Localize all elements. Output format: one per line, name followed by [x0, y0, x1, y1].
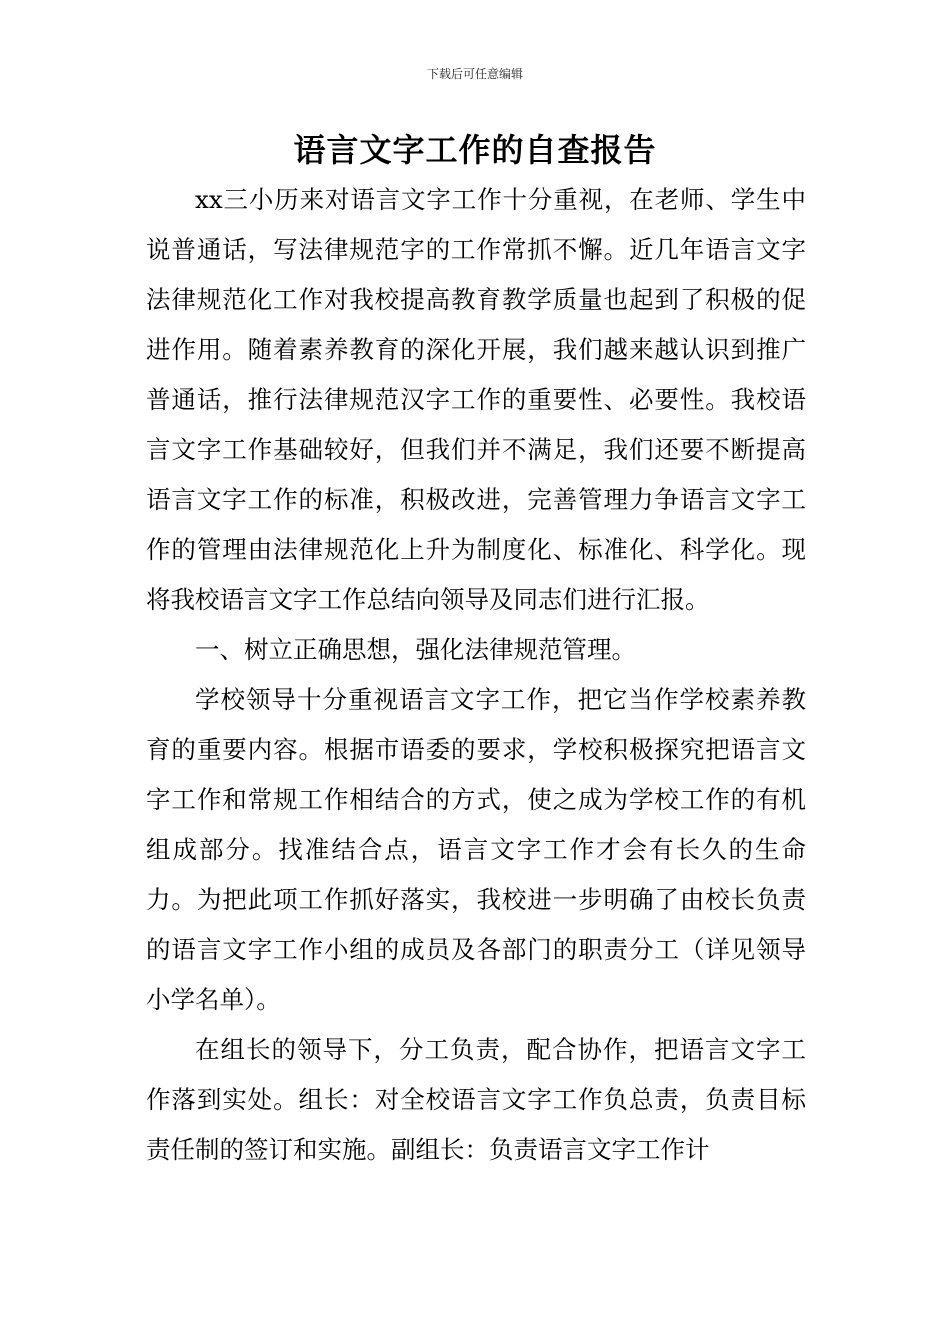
- document-title: 语言文字工作的自查报告: [293, 131, 657, 169]
- section-heading-1: 一、树立正确思想，强化法律规范管理。: [195, 635, 636, 664]
- paragraph-intro: xx三小历来对语言文字工作十分重视，在老师、学生中说普通话，写法律规范字的工作常抓不懈。近几年语言文字法律规范化工作对我校提高教育教学质量也起到了积极的促进作用。随着素养教育的深化开展，我们越来越认识到推广普通话，推行法律规范汉字工作的重要性、必要性。我校语言文字工作基础较好，但我们并不满足，我们还要不断提高语言文字工作的标准，积极改进，完善管理力争语言文字工作的管理由法律规范化上升为制度化、标准化、科学化。现将我校语言文字工作总结向领导及同志们进行汇报。: [146, 185, 806, 614]
- header-note: 下载后可任意编辑: [426, 67, 523, 81]
- document-body: [146, 175, 806, 1175]
- paragraph-division-of-labor: 在组长的领导下，分工负责，配合协作，把语言文字工作落到实处。组长：对全校语言文字工作负总责，负责目标责任制的签订和实施。副组长：负责语言文字工作计: [146, 1035, 806, 1164]
- paragraph-leadership: 学校领导十分重视语言文字工作，把它当作学校素养教育的重要内容。根据市语委的要求，学校积极探究把语言文字工作和常规工作相结合的方式，使之成为学校工作的有机组成部分。找准结合点，语言文字工作才会有长久的生命力。为把此项工作抓好落实，我校进一步明确了由校长负责的语言文字工作小组的成员及各部门的职责分工（详见领导小学名单）。: [146, 685, 806, 1014]
